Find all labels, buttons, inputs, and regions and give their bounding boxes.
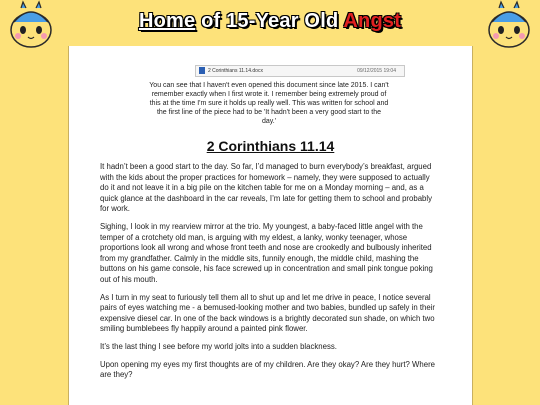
story-paragraph: As I turn in my seat to furiously tell them all to shut up and let me drive in peace, I notice several pairs of eyes watching me - a bemused-looking mother and two babies, bundled up safely in their expensive diesel car. In one of the back windows is a brightly decorated sun shade, on which two smiling bumblebees fly happily around a painted pink flower.: [100, 292, 436, 334]
story-heading: 2 Corinthians 11.14: [206, 138, 335, 154]
story-body: [100, 162, 440, 388]
story-paragraph: It’s the last thing I see before my world jolts into a sudden blackness.: [100, 341, 337, 351]
story-paragraph: It hadn’t been a good start to the day. So far, I’d managed to burn everybody’s breakfast, argued with the kids about the proper practices for homework – namely, they were supposed to actually do it and not leave it in a big pile on the kitchen table for me on a Monday morning – and, as a quick glance at the dashboard in the car reveals, I’m late for getting them to school and probably for work.: [100, 162, 432, 214]
file-date: 09/12/2015 19:04: [357, 68, 396, 74]
document-file-screenshot: [195, 65, 405, 77]
intro-text: You can see that I haven't even opened this document since late 2015. I can't remember exactly when I first wrote it. I remember being extremely proud of this at the time I'm sure it holds up really well. This was written for school and the first line of the piece had to be 'It hadn't been a very good start to the day.': [149, 82, 389, 125]
title-middle: of 15-Year Old: [195, 10, 344, 32]
file-name: 2 Corinthians 11.14.docx: [208, 68, 263, 74]
word-document-icon: [199, 67, 205, 74]
content-panel: [68, 46, 473, 405]
story-paragraph: Upon opening my eyes my first thoughts are of my children. Are they okay? Are they hurt? Where are they?: [100, 359, 435, 380]
site-title: [0, 10, 540, 33]
title-angst: Angst: [343, 10, 402, 32]
home-link[interactable]: Home: [138, 10, 196, 32]
story-paragraph: Sighing, I look in my rearview mirror at the trio. My youngest, a baby-faced little angel with the temper of a crotchety old man, is arguing with my eldest, a lanky, wonky teenager, whose proportions look all wrong and whose front teeth and nose are crookedly and bulbously inherited from my grandfather. Calmly in the middle sits, funnily enough, the middle child, mashing the buttons on his game console, his face screwed up in concentration and small pink tongue poking out of his mouth.: [100, 221, 433, 284]
site-header: [0, 0, 540, 48]
